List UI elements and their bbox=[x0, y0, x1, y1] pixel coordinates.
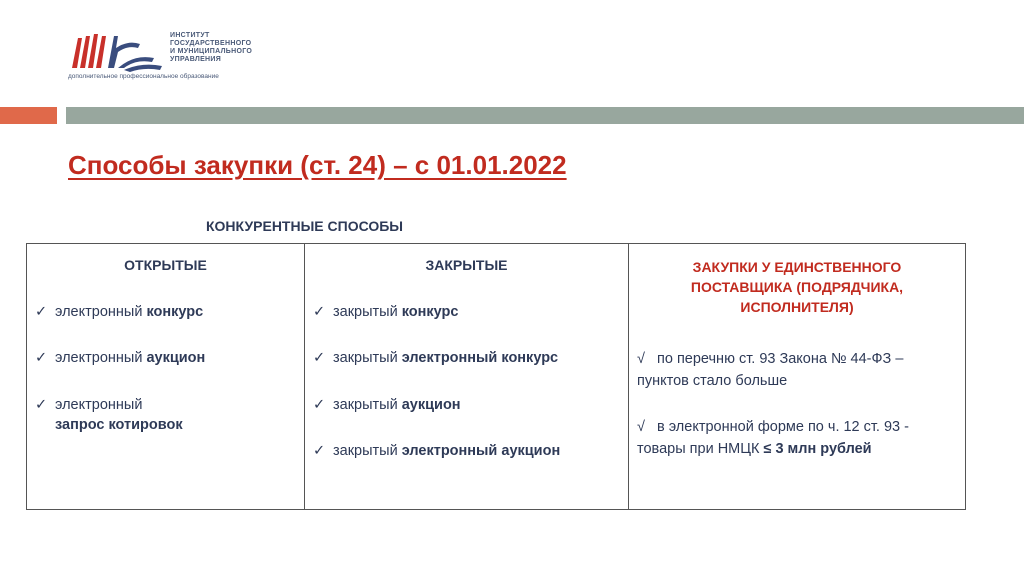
accent-bar-red bbox=[0, 107, 57, 124]
list-item: ✓ электронный запрос котировок bbox=[35, 397, 183, 433]
logo-line: УПРАВЛЕНИЯ bbox=[170, 56, 222, 63]
accent-bar-gray bbox=[66, 107, 1024, 124]
list-item: ✓ закрытый конкурс bbox=[313, 304, 459, 320]
checkmark-icon: ✓ bbox=[35, 397, 48, 413]
procurement-methods-table bbox=[26, 243, 966, 510]
competitive-methods-heading: КОНКУРЕНТНЫЕ СПОСОБЫ bbox=[206, 218, 404, 234]
list-item: ✓ закрытый аукцион bbox=[313, 397, 461, 413]
logo-line: И МУНИЦИПАЛЬНОГО bbox=[170, 48, 253, 55]
closed-methods-heading: ЗАКРЫТЫЕ bbox=[425, 257, 508, 273]
list-item: ✓ закрытый электронный аукцион bbox=[313, 443, 561, 459]
books-emblem-icon bbox=[72, 34, 162, 72]
checkmark-icon: ✓ bbox=[313, 397, 326, 413]
single-supplier-column bbox=[629, 244, 965, 509]
checkmark-icon: √ bbox=[637, 351, 645, 367]
single-supplier-heading: ЗАКУПКИ У ЕДИНСТВЕННОГО ПОСТАВЩИКА (ПОДРЯДЧИКА, ИСПОЛНИТЕЛЯ) bbox=[690, 259, 904, 315]
open-methods-column bbox=[27, 244, 305, 509]
logo-line: ИНСТИТУТ bbox=[170, 32, 210, 39]
open-methods-heading: ОТКРЫТЫЕ bbox=[124, 257, 207, 273]
single-supplier-note: √ по перечню ст. 93 Закона № 44-ФЗ – пунктов стало больше bbox=[637, 348, 967, 392]
checkmark-icon: ✓ bbox=[35, 350, 48, 366]
checkmark-icon: ✓ bbox=[313, 304, 326, 320]
single-supplier-note: √ в электронной форме по ч. 12 ст. 93 - товары при НМЦК ≤ 3 млн рублей bbox=[637, 416, 967, 460]
checkmark-icon: ✓ bbox=[313, 350, 326, 366]
logo-line: ГОСУДАРСТВЕННОГО bbox=[170, 40, 252, 47]
checkmark-icon: √ bbox=[637, 419, 645, 435]
list-item: ✓ электронный аукцион bbox=[35, 350, 206, 366]
logo-text bbox=[170, 32, 252, 64]
slide-title: Способы закупки (ст. 24) – с 01.01.2022 bbox=[68, 150, 567, 180]
logo-tagline: дополнительное профессиональное образование bbox=[68, 73, 219, 80]
list-item: ✓ закрытый электронный конкурс bbox=[313, 350, 559, 366]
closed-methods-column bbox=[305, 244, 629, 509]
checkmark-icon: ✓ bbox=[35, 304, 48, 320]
list-item: ✓ электронный конкурс bbox=[35, 304, 204, 320]
checkmark-icon: ✓ bbox=[313, 443, 326, 459]
